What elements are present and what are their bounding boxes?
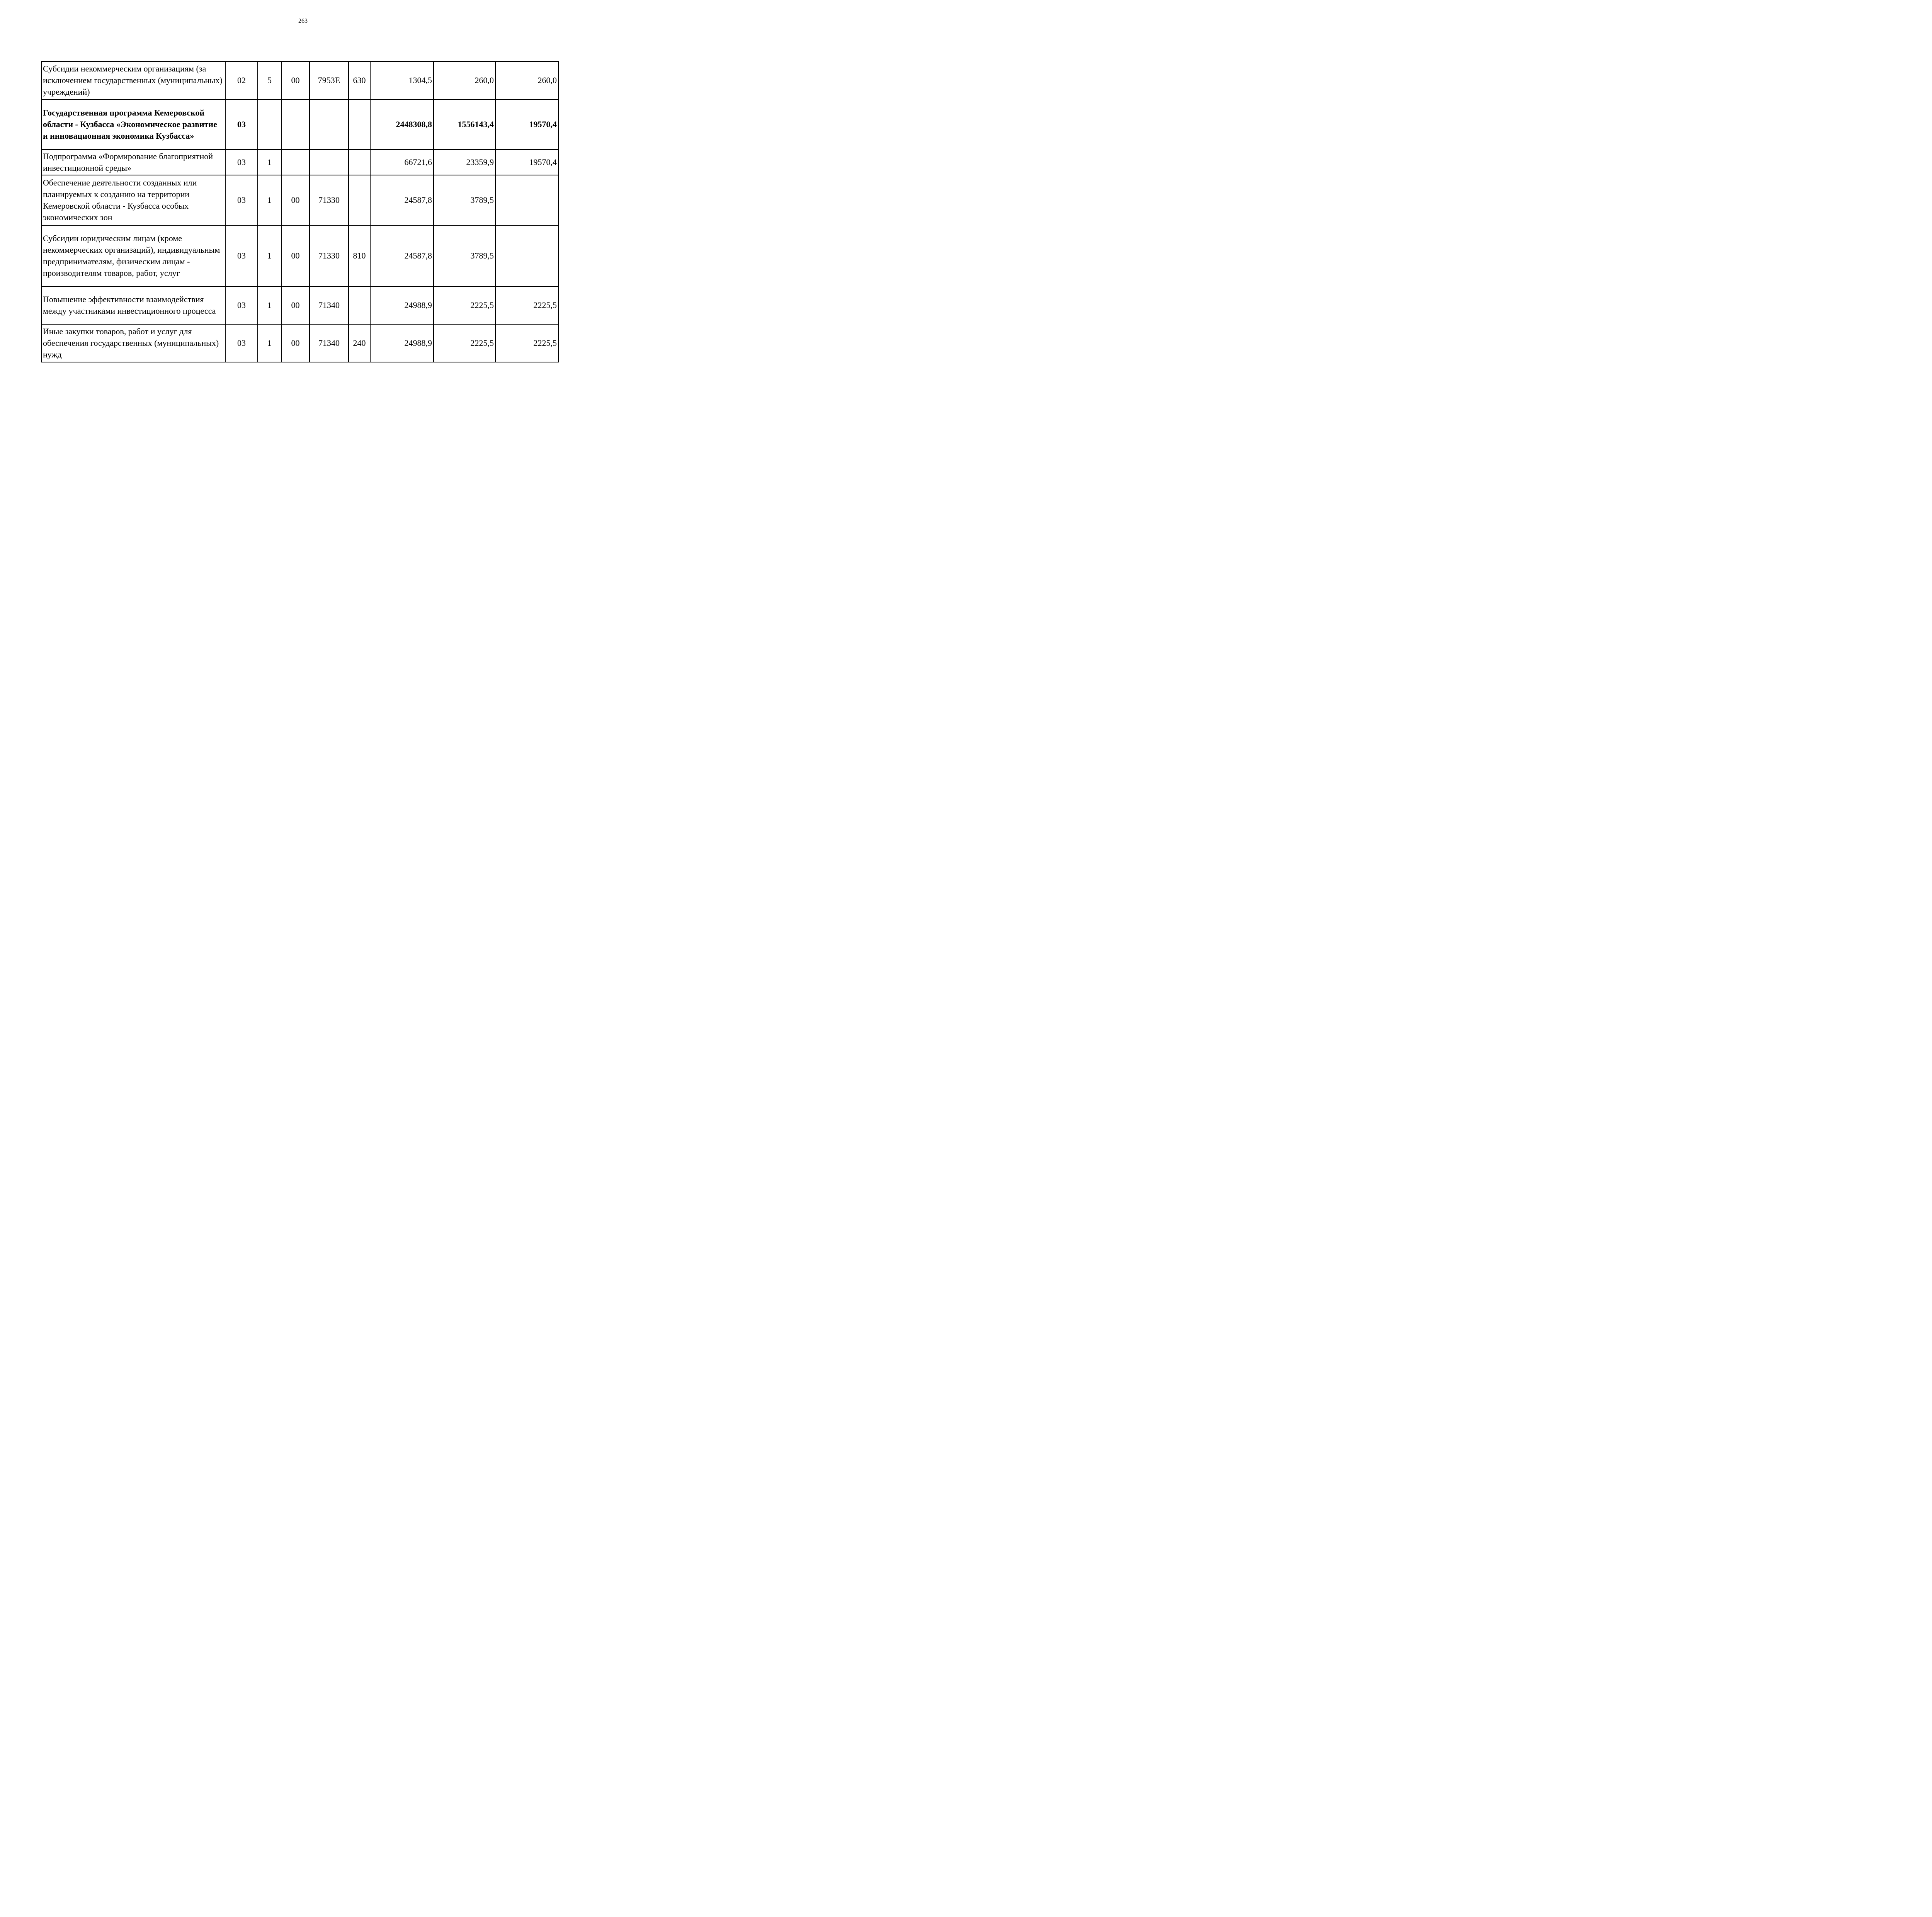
amount-year-3: 260,0: [495, 61, 558, 99]
expense-type-code: [349, 175, 370, 225]
expense-type-code: 240: [349, 324, 370, 362]
table-row: [41, 286, 558, 324]
amount-year-2: 2225,5: [434, 286, 495, 324]
table-row: [41, 175, 558, 225]
expense-type-code: [349, 99, 370, 150]
amount-year-3: [495, 225, 558, 286]
section-code: 03: [225, 324, 258, 362]
amount-year-2: 1556143,4: [434, 99, 495, 150]
expense-code: 7953E: [310, 61, 349, 99]
section-code: 03: [225, 225, 258, 286]
section-code: 03: [225, 150, 258, 175]
amount-year-1: 24587,8: [370, 175, 434, 225]
amount-year-3: 2225,5: [495, 324, 558, 362]
expense-type-code: 630: [349, 61, 370, 99]
table-row: [41, 99, 558, 150]
direction-code: 00: [281, 225, 310, 286]
expense-code: 71340: [310, 324, 349, 362]
direction-code: 00: [281, 175, 310, 225]
amount-year-3: [495, 175, 558, 225]
table-row: [41, 324, 558, 362]
row-name: Иные закупки товаров, работ и услуг для обеспечения государственных (муниципальных) нужд: [41, 324, 225, 362]
row-name: Повышение эффективности взаимодействия между участниками инвестиционного процесса: [41, 286, 225, 324]
subprogram-code: 1: [258, 150, 281, 175]
amount-year-2: 3789,5: [434, 175, 495, 225]
amount-year-3: 2225,5: [495, 286, 558, 324]
amount-year-2: 260,0: [434, 61, 495, 99]
row-name: Обеспечение деятельности созданных или планируемых к созданию на территории Кемеровской области - Кузбасса особых экономических зон: [41, 175, 225, 225]
subprogram-code: [258, 99, 281, 150]
expense-type-code: 810: [349, 225, 370, 286]
direction-code: [281, 150, 310, 175]
direction-code: 00: [281, 286, 310, 324]
amount-year-1: 24988,9: [370, 286, 434, 324]
section-code: 03: [225, 175, 258, 225]
subprogram-code: 1: [258, 286, 281, 324]
expense-code: [310, 150, 349, 175]
amount-year-1: 24988,9: [370, 324, 434, 362]
table-row: [41, 150, 558, 175]
row-name: Субсидии некоммерческим организациям (за исключением государственных (муниципальных) учреждений): [41, 61, 225, 99]
subprogram-code: 1: [258, 225, 281, 286]
direction-code: [281, 99, 310, 150]
subprogram-code: 1: [258, 324, 281, 362]
page-number: 263: [298, 18, 308, 24]
amount-year-1: 66721,6: [370, 150, 434, 175]
table-body: [41, 61, 558, 362]
direction-code: 00: [281, 61, 310, 99]
table-row: [41, 225, 558, 286]
direction-code: 00: [281, 324, 310, 362]
amount-year-2: 3789,5: [434, 225, 495, 286]
amount-year-1: 1304,5: [370, 61, 434, 99]
budget-table: [41, 61, 559, 362]
amount-year-3: 19570,4: [495, 99, 558, 150]
expense-code: [310, 99, 349, 150]
amount-year-3: 19570,4: [495, 150, 558, 175]
row-name: Подпрограмма «Формирование благоприятной инвестиционной среды»: [41, 150, 225, 175]
section-code: 03: [225, 286, 258, 324]
expense-type-code: [349, 150, 370, 175]
section-code: 03: [225, 99, 258, 150]
expense-code: 71330: [310, 225, 349, 286]
table-row: [41, 61, 558, 99]
expense-code: 71330: [310, 175, 349, 225]
row-name: Субсидии юридическим лицам (кроме некоммерческих организаций), индивидуальным предпринимателям, физическим лицам - производителям товаров, работ, услуг: [41, 225, 225, 286]
expense-type-code: [349, 286, 370, 324]
subprogram-code: 5: [258, 61, 281, 99]
amount-year-1: 24587,8: [370, 225, 434, 286]
amount-year-2: 23359,9: [434, 150, 495, 175]
amount-year-2: 2225,5: [434, 324, 495, 362]
row-name: Государственная программа Кемеровской области - Кузбасса «Экономическое развитие и инновационная экономика Кузбасса»: [41, 99, 225, 150]
subprogram-code: 1: [258, 175, 281, 225]
section-code: 02: [225, 61, 258, 99]
expense-code: 71340: [310, 286, 349, 324]
amount-year-1: 2448308,8: [370, 99, 434, 150]
